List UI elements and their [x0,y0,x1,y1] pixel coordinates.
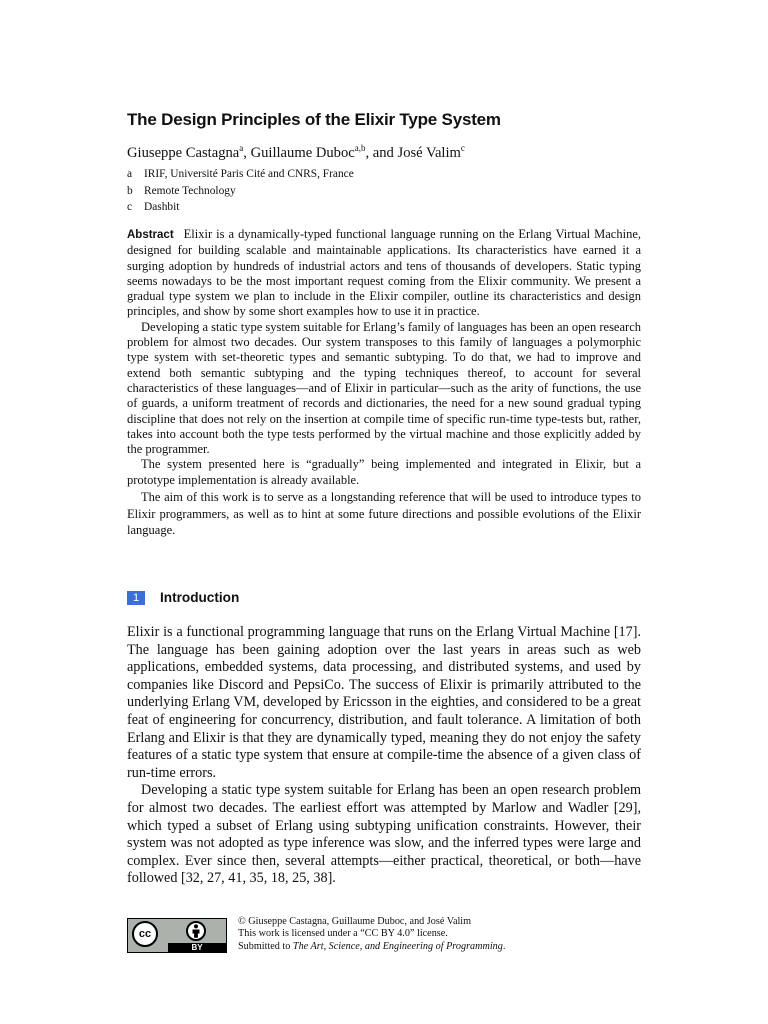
affiliation-text: Dashbit [144,201,180,213]
abstract-label: Abstract [127,229,174,241]
paper-title: The Design Principles of the Elixir Type System [127,110,501,129]
abstract-paragraph [127,227,641,320]
affiliation-item [127,166,354,183]
venue-name: The Art, Science, and Engineering of Programming [292,940,503,952]
author-name: José Valim [397,145,461,161]
affiliation-text: Remote Technology [144,184,236,197]
footer-text [238,916,505,953]
affiliation-list [127,166,354,216]
affiliation-mark: c [460,143,465,154]
section-title: Introduction [160,590,240,605]
section-number: 1 [127,591,145,605]
affiliation-text: IRIF, Université Paris Cité and CNRS, France [144,168,354,180]
author-separator: , and [365,145,398,161]
cc-by-license-badge [127,918,227,953]
affiliation-key: b [127,184,133,197]
abstract-text: Elixir is a dynamically-typed functional language running on the Erlang Virtual Machine, designed for building scalable and maintainable applications. Its characteristics have earned it a surging adoption by hundreds of industrial actors and tens of thousands of developers. Static typing seems nowadays to be the most important request coming from the Elixir community. We present a gradual type system we plan to include in the Elixir compiler, outline its characteristics and design principles, and show by some short examples how to use it in practice. [127,227,641,319]
abstract-paragraph: The aim of this work is to serve as a longstanding reference that will be used to introduce types to Elixir programmers, as well as to hint at some future directions and possible evolutions of the Elixir language. [127,490,641,538]
body-paragraph: Developing a static type system suitable for Erlang has been an open research problem for almost two decades. The earliest effort was attempted by Marlow and Wadler [29], which typed a subset of Erlang using subtyping unification constraints. However, their system was not adopted as type inference was slow, and the inferred types were large and complex. Ever since then, several attempts—either practical, theoretical, or both—have followed [32, 27, 41, 35, 18, 25, 38]. [127,782,641,887]
abstract [127,227,641,539]
paper-page [127,0,642,1024]
author-separator: , [243,145,251,161]
introduction-body [127,624,641,888]
attribution-person-icon [186,921,206,941]
affiliation-item [127,199,354,216]
abstract-paragraph: Developing a static type system suitable for Erlang’s family of languages has been an open research problem for almost two decades. Our system transposes to this family of languages a polymorphic type system with set-theoretic types and semantic subtyping. To do that, we had to improve and extend both semantic subtyping and the typing techniques thereof, to account for several characteristics of these languages—and of Elixir in particular—such as the arity of functions, the use of guards, a uniform treatment of records and dictionaries, the need for a new sound gradual typing discipline that does not rely on the insertion at compile time of specific run-time type-tests but, rather, takes into account both the type tests performed by the virtual machine and those explicitly added by the programmer. [127,319,641,457]
page-footer [127,916,642,956]
cc-icon: cc [132,921,158,947]
affiliation-key: c [127,201,133,213]
submitted-line: Submitted to The Art, Science, and Engineering of Programming. [238,940,506,952]
author-name: Guillaume Duboc [250,145,355,161]
author-list [127,145,465,162]
by-block [168,919,226,953]
affiliation-key: a [127,168,133,180]
body-paragraph: Elixir is a functional programming language that runs on the Erlang Virtual Machine [17]. The language has been gaining adoption over the last years in areas such as web applications, embedded systems, data processing, and distributed systems, and used by companies like Discord and PepsiCo. The success of Elixir is primarily attributed to the underlying Erlang VM, developed by Ericsson in the eighties, and considered to be a great feat of engineering for concurrency, distribution, and fault tolerance. A limitation of both Erlang and Elixir is that they are dynamically typed, meaning they do not enjoy the safety features of a static type system that ensure at compile-time the absence of a given class of run-time errors. [127,624,641,781]
copyright-line: © Giuseppe Castagna, Guillaume Duboc, and José Valim [238,916,472,927]
abstract-paragraph: The system presented here is “gradually” being implemented and integrated in Elixir, but a prototype implementation is already available. [127,457,641,487]
affiliation-mark: a [239,143,244,154]
affiliation-mark: a,b [354,143,366,154]
license-line: This work is licensed under a “CC BY 4.0” license. [238,928,448,940]
section-heading [127,590,239,605]
by-label: BY [168,943,226,953]
affiliation-item [127,183,354,200]
author-name: Giuseppe Castagna [127,145,240,161]
